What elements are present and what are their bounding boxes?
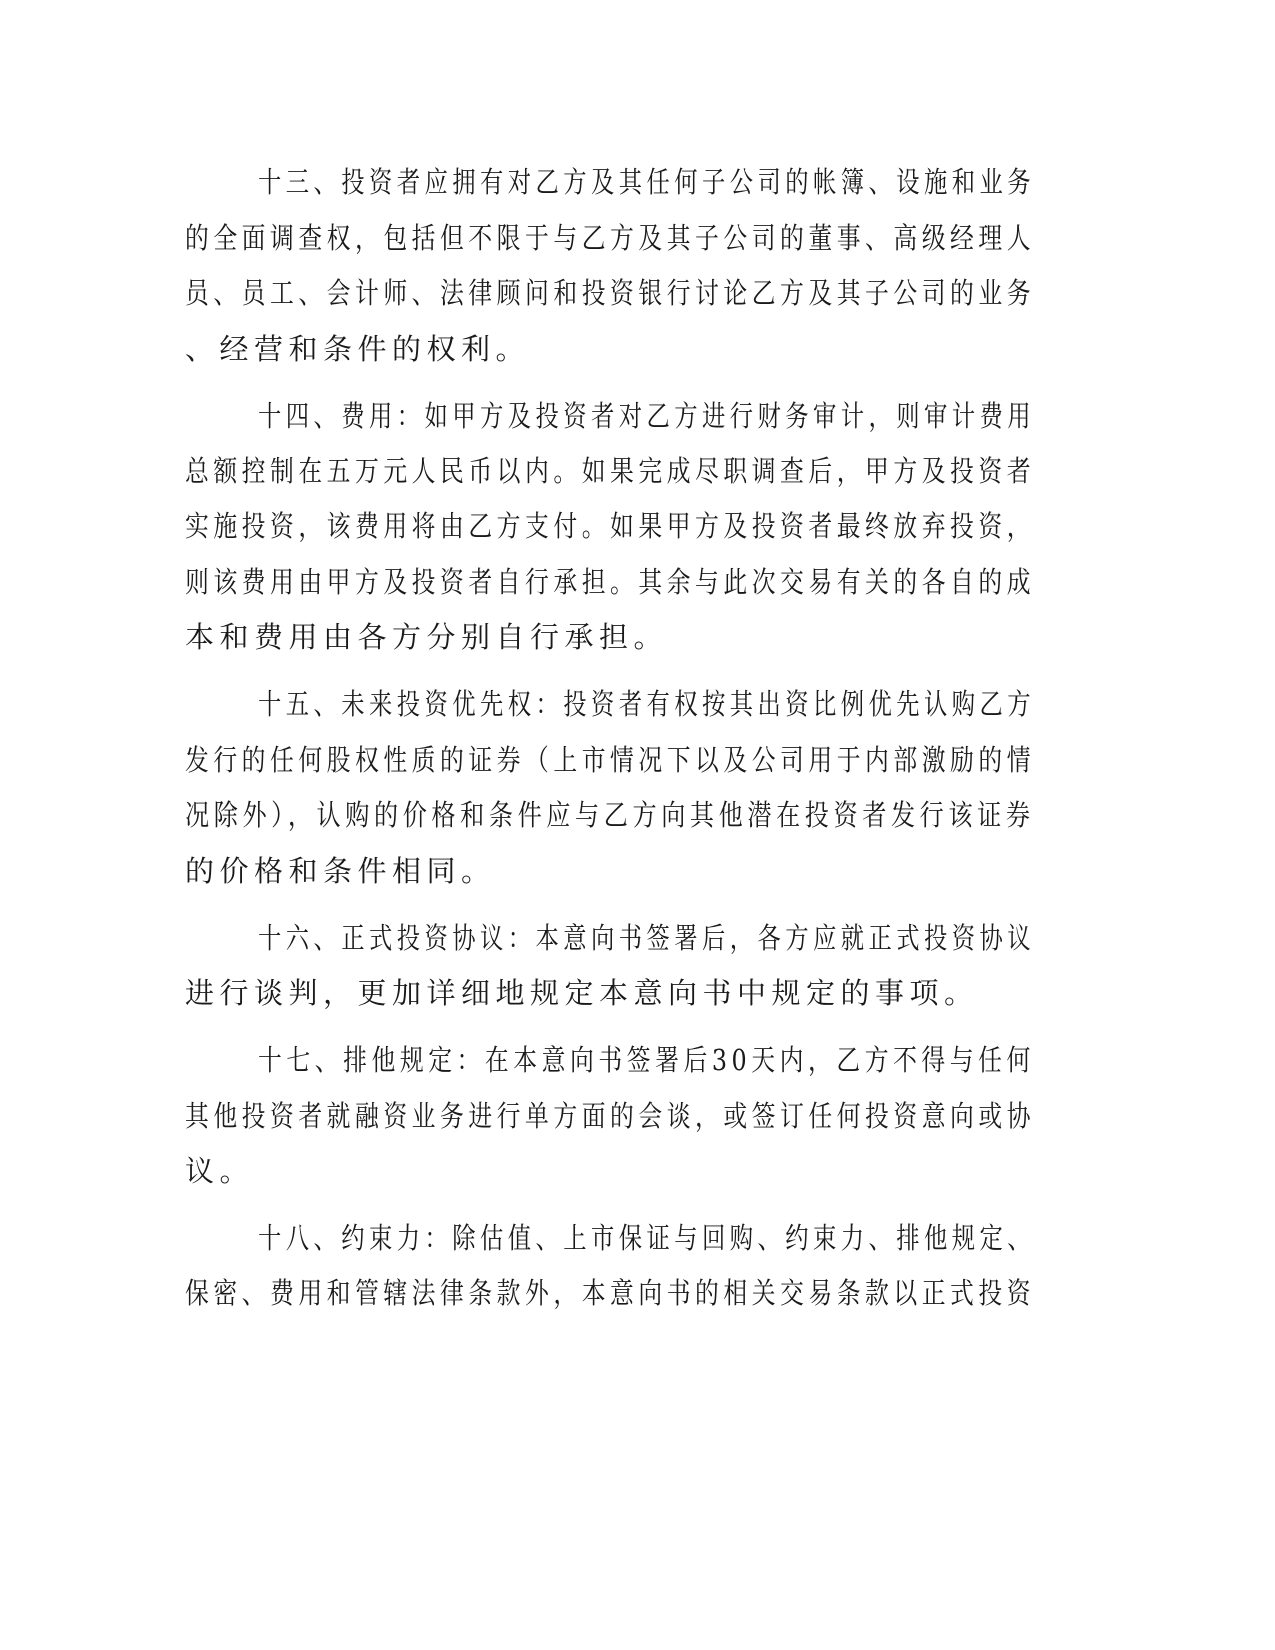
- clause-17-line-1: 十七、排他规定：在本意向书签署后30天内，乙方不得与任何: [258, 1043, 1035, 1077]
- clause-13-line-1: 十三、投资者应拥有对乙方及其任何子公司的帐簿、设施和业务: [258, 165, 1035, 199]
- clause-15-line-3: 况除外），认购的价格和条件应与乙方向其他潜在投资者发行该证券: [185, 798, 1035, 832]
- clause-18-line-1: 十八、约束力：除估值、上市保证与回购、约束力、排他规定、: [258, 1221, 1035, 1255]
- clause-17-line-3: 议。: [185, 1154, 255, 1188]
- clause-15-line-2: 发行的任何股权性质的证券（上市情况下以及公司用于内部激励的情: [185, 743, 1036, 777]
- clause-13-line-2: 的全面调查权，包括但不限于与乙方及其子公司的董事、高级经理人: [185, 221, 1036, 255]
- clause-14-line-1: 十四、费用：如甲方及投资者对乙方进行财务审计，则审计费用: [258, 399, 1035, 433]
- clause-15-line-1: 十五、未来投资优先权：投资者有权按其出资比例优先认购乙方: [258, 687, 1035, 721]
- clause-14-line-3: 实施投资，该费用将由乙方支付。如果甲方及投资者最终放弃投资，: [185, 509, 1036, 543]
- clause-16-line-1: 十六、正式投资协议：本意向书签署后，各方应就正式投资协议: [258, 921, 1035, 955]
- clause-14-line-5: 本和费用由各方分别自行承担。: [185, 620, 669, 654]
- clause-13-line-4: 、经营和条件的权利。: [185, 332, 531, 366]
- clause-13-line-3: 员、员工、会计师、法律顾问和投资银行讨论乙方及其子公司的业务: [185, 276, 1036, 310]
- clause-16-line-2: 进行谈判，更加详细地规定本意向书中规定的事项。: [185, 976, 979, 1010]
- clause-17-line-2: 其他投资者就融资业务进行单方面的会谈，或签订任何投资意向或协: [185, 1099, 1036, 1133]
- clause-14-line-2: 总额控制在五万元人民币以内。如果完成尽职调查后，甲方及投资者: [185, 454, 1036, 488]
- clause-14-line-4: 则该费用由甲方及投资者自行承担。其余与此次交易有关的各自的成: [185, 565, 1036, 599]
- clause-18-line-2: 保密、费用和管辖法律条款外，本意向书的相关交易条款以正式投资: [185, 1276, 1036, 1310]
- clause-15-line-4: 的价格和条件相同。: [185, 854, 496, 888]
